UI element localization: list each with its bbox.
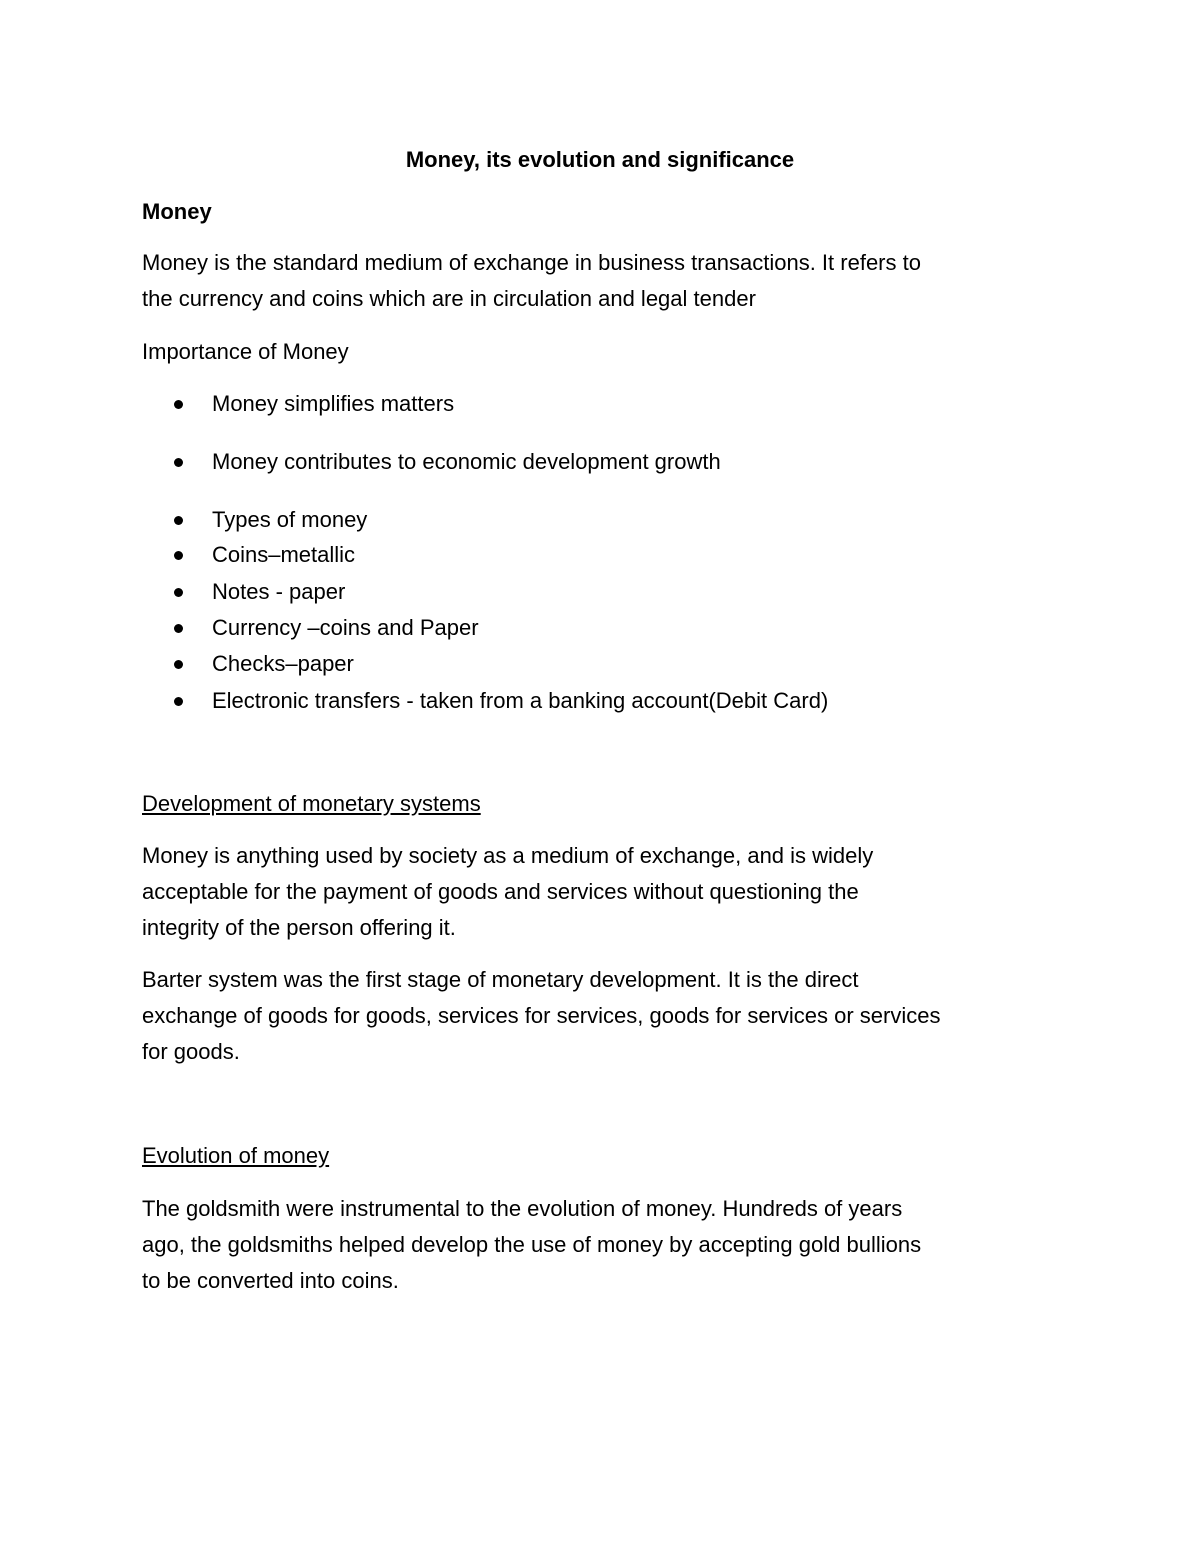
paragraph-line: ago, the goldsmiths helped develop the use of money by accepting gold bullions xyxy=(142,1232,922,1257)
paragraph-goldsmith xyxy=(142,1191,1042,1299)
paragraph-line: for goods. xyxy=(142,1039,240,1064)
list-item-text: Coins–metallic xyxy=(212,542,356,567)
bullet-icon xyxy=(174,624,183,633)
heading-development-of-monetary-systems: Development of monetary systems xyxy=(142,791,481,816)
heading-money: Money xyxy=(142,199,212,224)
bullet-icon xyxy=(174,458,183,467)
list-item-text: Money simplifies matters xyxy=(212,391,455,416)
list-item-text: Money contributes to economic development growth xyxy=(212,449,721,474)
paragraph-line: the currency and coins which are in circulation and legal tender xyxy=(142,286,756,311)
paragraph-line: Money is the standard medium of exchange in business transactions. It refers to xyxy=(142,250,921,275)
list-item-text: Electronic transfers - taken from a banking account(Debit Card) xyxy=(212,688,829,713)
list-item-text: Checks–paper xyxy=(212,651,354,676)
paragraph-line: integrity of the person offering it. xyxy=(142,915,456,940)
bullet-icon xyxy=(174,516,183,525)
bullet-icon xyxy=(174,400,183,409)
list-item-text: Notes - paper xyxy=(212,579,346,604)
heading-evolution-of-money: Evolution of money xyxy=(142,1143,330,1168)
list-item-text: Currency –coins and Paper xyxy=(212,615,479,640)
paragraph-money-definition xyxy=(142,245,1042,317)
bullet-icon xyxy=(174,551,183,560)
paragraph-line: to be converted into coins. xyxy=(142,1268,399,1293)
paragraph-money-anything-used xyxy=(142,838,1042,946)
paragraph-line: acceptable for the payment of goods and services without questioning the xyxy=(142,879,859,904)
paragraph-line: exchange of goods for goods, services for services, goods for services or services xyxy=(142,1003,941,1028)
paragraph-barter-system xyxy=(142,962,1042,1070)
heading-importance-of-money: Importance of Money xyxy=(142,339,349,364)
paragraph-line: The goldsmith were instrumental to the evolution of money. Hundreds of years xyxy=(142,1196,903,1221)
bullet-icon xyxy=(174,697,183,706)
bullet-icon xyxy=(174,588,183,597)
document-title: Money, its evolution and significance xyxy=(405,147,795,172)
paragraph-line: Barter system was the first stage of monetary development. It is the direct xyxy=(142,967,859,992)
bullet-icon xyxy=(174,660,183,669)
list-item-text: Types of money xyxy=(212,507,368,532)
paragraph-line: Money is anything used by society as a medium of exchange, and is widely xyxy=(142,843,874,868)
